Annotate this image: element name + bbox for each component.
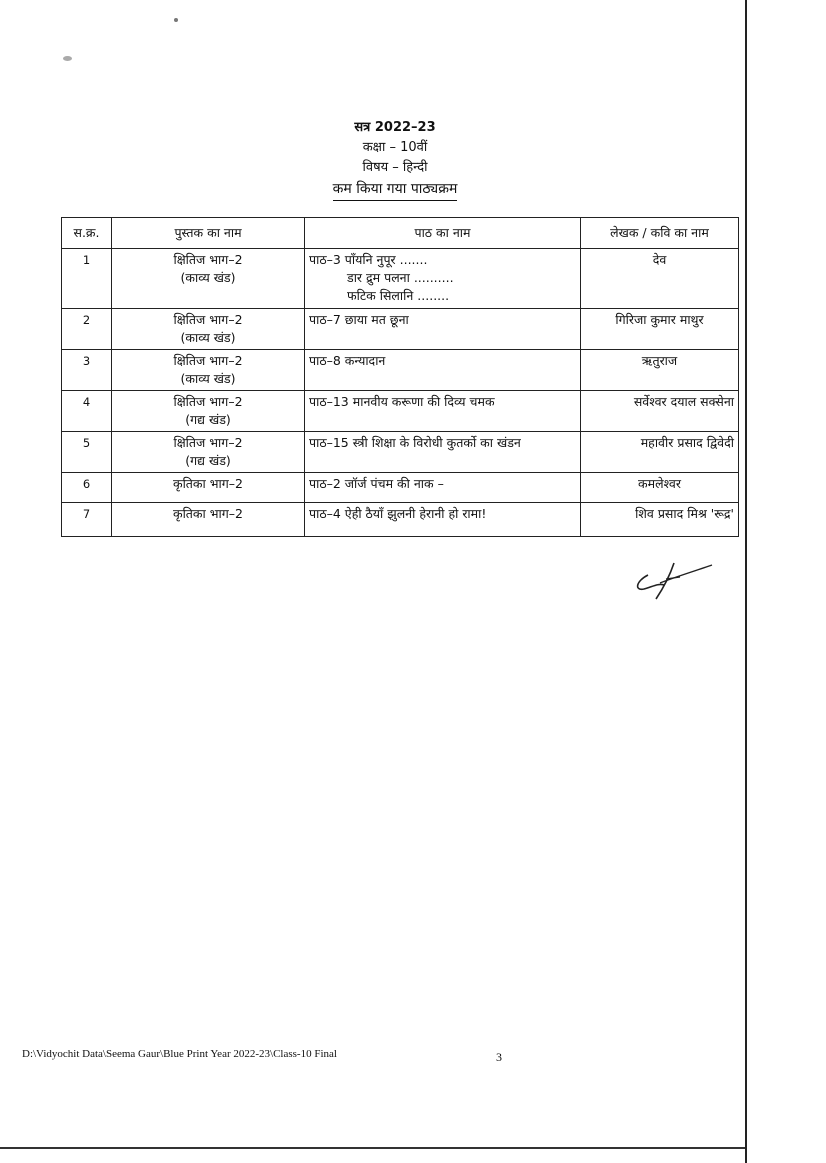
lesson-name <box>305 249 581 309</box>
serial-no: 7 <box>62 503 112 537</box>
scan-edge-right <box>745 0 747 1163</box>
lesson-name: पाठ–15 स्त्री शिक्षा के विरोधी कुतर्को का खंडन <box>305 432 581 473</box>
lesson-name: पाठ–13 मानवीय करूणा की दिव्य चमक <box>305 391 581 432</box>
author-name: महावीर प्रसाद द्विवेदी <box>581 432 739 473</box>
file-path: D:\Vidyochit Data\Seema Gaur\Blue Print Year 2022-23\Class-10 Final <box>22 1048 337 1060</box>
page-title: कम किया गया पाठ्यक्रम <box>333 179 458 201</box>
header-book-name: पुस्तक का नाम <box>112 218 305 249</box>
lesson-name: पाठ–2 जॉर्ज पंचम की नाक – <box>305 473 581 503</box>
book-name <box>112 249 305 309</box>
book-name-line: क्षितिज भाग–2 <box>173 353 243 368</box>
lesson-line: पाठ–3 पाँयनि नुपूर ....... <box>309 252 428 267</box>
serial-no: 6 <box>62 473 112 503</box>
table-row <box>62 249 739 309</box>
lesson-line: डार द्रुम पलना .......... <box>347 270 454 285</box>
book-name <box>112 309 305 350</box>
header-serial-no: स.क्र. <box>62 218 112 249</box>
reduced-syllabus-table <box>61 217 739 537</box>
table-row <box>62 503 739 537</box>
table-row <box>62 473 739 503</box>
book-name <box>112 391 305 432</box>
author-name: ऋतुराज <box>581 350 739 391</box>
book-name-line: क्षितिज भाग–2 <box>173 435 243 450</box>
book-section: (गद्य खंड) <box>185 412 231 427</box>
author-name: शिव प्रसाद मिश्र 'रूद्र' <box>581 503 739 537</box>
lesson-name: पाठ–4 ऐही ठैयाँ झुलनी हेरानी हो रामा! <box>305 503 581 537</box>
lesson-name: पाठ–7 छाया मत छूना <box>305 309 581 350</box>
book-section: (गद्य खंड) <box>185 453 231 468</box>
table-row <box>62 432 739 473</box>
page-number: 3 <box>496 1050 502 1064</box>
author-name: सर्वेश्वर दयाल सक्सेना <box>581 391 739 432</box>
serial-no: 1 <box>62 249 112 309</box>
table-header-row <box>62 218 739 249</box>
serial-no: 5 <box>62 432 112 473</box>
book-name-line: क्षितिज भाग–2 <box>173 252 243 267</box>
book-name: कृतिका भाग–2 <box>112 473 305 503</box>
book-name <box>112 350 305 391</box>
book-name-line: क्षितिज भाग–2 <box>173 394 243 409</box>
scan-speck <box>174 18 178 22</box>
author-name: गिरिजा कुमार माथुर <box>581 309 739 350</box>
lesson-name: पाठ–8 कन्यादान <box>305 350 581 391</box>
book-section: (काव्य खंड) <box>180 270 236 285</box>
table-row <box>62 350 739 391</box>
book-name <box>112 432 305 473</box>
scan-edge-bottom <box>0 1147 745 1149</box>
serial-no: 3 <box>62 350 112 391</box>
header-author-name: लेखक / कवि का नाम <box>581 218 739 249</box>
class-line: कक्षा – 10वीं <box>362 140 428 155</box>
header-lesson-name: पाठ का नाम <box>305 218 581 249</box>
book-name: कृतिका भाग–2 <box>112 503 305 537</box>
scan-speck <box>63 56 72 61</box>
book-section: (काव्य खंड) <box>180 371 236 386</box>
document-header <box>260 118 530 201</box>
session-line: सत्र 2022–23 <box>354 120 436 135</box>
signature <box>630 555 720 605</box>
serial-no: 4 <box>62 391 112 432</box>
serial-no: 2 <box>62 309 112 350</box>
book-section: (काव्य खंड) <box>180 330 236 345</box>
author-name: कमलेश्वर <box>581 473 739 503</box>
table-row <box>62 309 739 350</box>
table-row <box>62 391 739 432</box>
author-name: देव <box>581 249 739 309</box>
lesson-line: फटिक सिलानि ........ <box>347 288 450 303</box>
book-name-line: क्षितिज भाग–2 <box>173 312 243 327</box>
subject-line: विषय – हिन्दी <box>362 160 428 175</box>
